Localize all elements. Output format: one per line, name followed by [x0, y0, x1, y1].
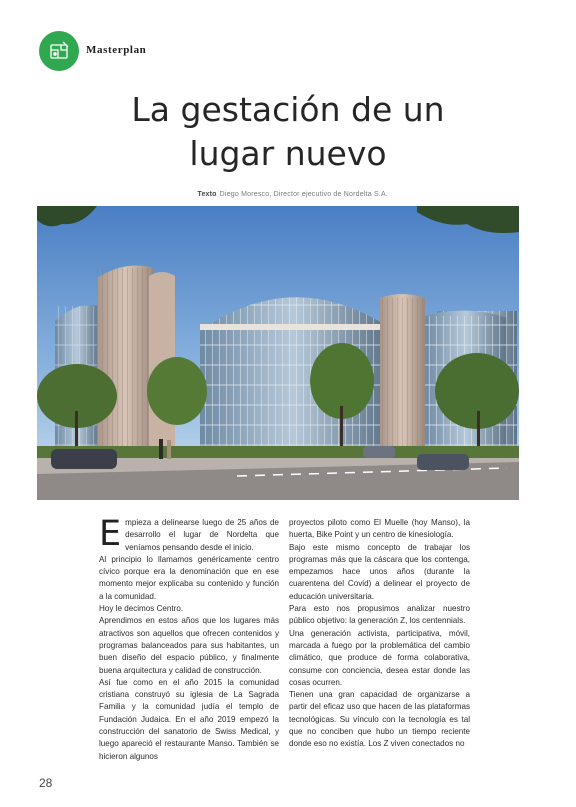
paragraph: Hoy le decimos Centro.: [99, 604, 184, 614]
blueprint-icon: [47, 39, 71, 63]
paragraph-text: mpieza a delinearse luego de 25 años de desarrollo el lugar de Nordelta que veníamos pensando desde el inicio.: [125, 518, 279, 552]
section-label: Masterplan: [86, 44, 147, 56]
article-column-left: [99, 514, 279, 763]
credit-text: Diego Moresco, Director ejecutivo de Nordelta S.A.: [219, 191, 388, 198]
building-rendering-image: [37, 206, 519, 500]
paragraph: Tienen una gran capacidad de organizarse a partir del eficaz uso que hacen de las plataformas tecnológicas. Su vínculo con la tecnología es tal que no conciben que hubo un tiempo reciente donde eso no existía. Los Z viven conectados no: [289, 690, 470, 749]
title-line-1: La gestación de un: [131, 90, 445, 129]
author-credit: [197, 191, 388, 198]
paragraph: Para esto nos propusimos analizar nuestro público objetivo: la generación Z, los centennials.: [289, 604, 470, 626]
credit-label: Texto: [197, 191, 217, 198]
article-title: [0, 88, 576, 176]
paragraph: proyectos piloto como El Muelle (hoy Manso), la huerta, Bike Point y un centro de kinesiología.: [289, 518, 470, 540]
dropcap-letter: E: [99, 514, 122, 554]
paragraph: Una generación activista, participativa, móvil, marcada a fuego por la problemática del cambio climático, que produce de forma colaborativa, consume con conciencia, desea estar donde las cosas ocurren.: [289, 628, 470, 687]
paragraph: Aprendimos en estos años que los lugares más atractivos son aquellos que ofrecen contenidos y programas balanceados para sus habitantes, un buen diseño del espacio público, y finalmente buena arquitectura y calidad de construcción.: [99, 616, 279, 675]
article-column-right: [289, 517, 470, 751]
title-line-2: lugar nuevo: [189, 134, 387, 173]
page-number: 28: [39, 776, 53, 790]
paragraph: Al principio lo llamamos genéricamente centro cívico porque era la denominación que en ese momento mejor explicaba su contenido y función a la comunidad.: [99, 554, 279, 601]
paragraph: Bajo este mismo concepto de trabajar los programas más que la cáscara que los contenga, empezamos hace unos años (durante la cuarentena del Covid) a delinear el proyecto de educación universitaria.: [289, 542, 470, 601]
paragraph: [99, 514, 279, 554]
paragraph: Así fue como en el año 2015 la comunidad cristiana construyó su iglesia de La Sagrada Familia y la comunidad judía el templo de Fundación Judaica. En el año 2019 empezó la construcción del sanatorio de Swiss Medical, y luego apareció el restaurante Manso. También se hicieron algunos: [99, 677, 279, 761]
section-badge: [39, 31, 79, 71]
